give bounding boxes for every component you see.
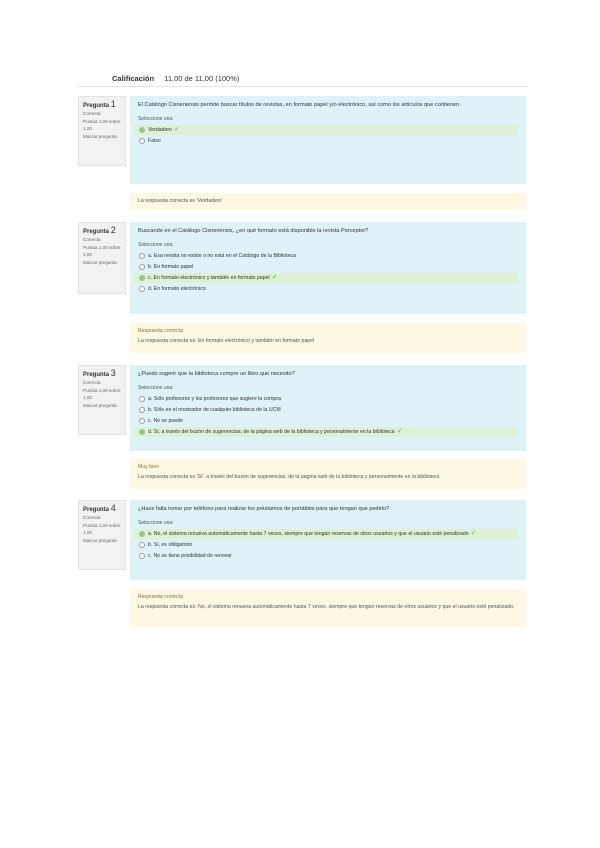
option-c[interactable]: c. No se puede [138, 416, 518, 426]
option-b[interactable]: b. Sólo en el mostrador de cualquier biblioteca de la UCM [138, 405, 518, 415]
radio-button[interactable] [139, 264, 145, 270]
question-status: Correcta [83, 237, 101, 243]
flag-question-link[interactable]: Marcar pregunta [83, 133, 117, 139]
flag-question-link[interactable]: Marcar pregunta [83, 402, 117, 408]
question-number: Pregunta 2 [83, 225, 116, 235]
question-info-2 [78, 222, 126, 294]
select-prompt: Seleccione una: [138, 116, 174, 122]
question-text: ¿Hace falta tomar por teléfono para realizar los préstamos de portátiles para que tengan que pedirlo? [138, 506, 390, 512]
radio-button[interactable] [139, 407, 145, 413]
question-number: Pregunta 3 [83, 368, 116, 378]
radio-button[interactable] [139, 127, 145, 133]
divider [78, 86, 528, 87]
grade-label: Calificación [112, 74, 155, 83]
radio-button[interactable] [139, 286, 145, 292]
question-score: Puntúa 1,00 sobre 1,00 [83, 387, 121, 401]
question-number: Pregunta 4 [83, 503, 116, 513]
radio-button[interactable] [139, 542, 145, 548]
check-icon: ✓ [396, 428, 403, 435]
feedback-title: Respuesta correcta [138, 328, 183, 334]
question-status: Correcta [83, 380, 101, 386]
option-d[interactable]: d. Sí, a través del buzón de sugerencias, de la página web de la biblioteca y personalmente en la biblioteca ✓ [134, 427, 518, 437]
question-info-3 [78, 365, 126, 435]
check-icon: ✓ [173, 126, 180, 133]
option-b[interactable]: b. En formato papel [138, 262, 518, 272]
question-box-4 [130, 500, 526, 580]
question-score: Puntúa 1,00 sobre 1,00 [83, 244, 121, 258]
option-b[interactable]: b. Sí, es obligatorio [138, 540, 518, 550]
question-text: ¿Puedo sugerir que la biblioteca compre un libro que necesito? [138, 371, 295, 377]
question-status: Correcta [83, 111, 101, 117]
feedback-text: La respuesta correcta es: No, el sistema renueva automáticamente hasta 7 veces, siempre que tengan reservas de otros usuarios y que el usuario esté penalizado. [138, 603, 515, 610]
grade-summary [112, 74, 239, 83]
select-prompt: Seleccione una: [138, 385, 174, 391]
question-box-1 [130, 96, 526, 184]
question-info-1 [78, 96, 126, 166]
flag-question-link[interactable]: Marcar pregunta [83, 537, 117, 543]
select-prompt: Seleccione una: [138, 242, 174, 248]
feedback-title: Respuesta correcta [138, 594, 183, 600]
radio-button[interactable] [139, 275, 145, 281]
option-d[interactable]: d. En formato electrónico [138, 284, 518, 294]
question-box-3 [130, 365, 526, 451]
radio-button[interactable] [139, 253, 145, 259]
option-true[interactable]: Verdadero ✓ [134, 125, 518, 135]
flag-question-link[interactable]: Marcar pregunta [83, 259, 117, 265]
option-a[interactable]: a. No, el sistema renueva automáticamente hasta 7 veces, siempre que tengan reservas de otros usuarios y que el usuario esté penalizado ✓ [134, 529, 518, 539]
option-a[interactable]: a. Sólo profesores y los profesores que sugiere la compra [138, 394, 518, 404]
radio-button[interactable] [139, 396, 145, 402]
option-false[interactable]: Falso [138, 136, 518, 146]
select-prompt: Seleccione una: [138, 520, 174, 526]
feedback-1 [130, 193, 526, 210]
question-box-2 [130, 222, 526, 314]
radio-button[interactable] [139, 138, 145, 144]
feedback-3 [130, 459, 526, 489]
feedback-2 [130, 323, 526, 353]
question-info-4 [78, 500, 126, 570]
feedback-text: La respuesta correcta es 'Sí', a través del buzón de sugerencias, de la página web de la biblioteca y personalmente en la biblioteca. [138, 473, 441, 480]
option-a[interactable]: a. Esa revista no existe o no está en el Catálogo de la Biblioteca [138, 251, 518, 261]
check-icon: ✓ [470, 530, 477, 537]
radio-button[interactable] [139, 531, 145, 537]
radio-button[interactable] [139, 553, 145, 559]
check-icon: ✓ [271, 274, 278, 281]
feedback-title: Muy bien [138, 464, 160, 470]
question-text: Buscando en el Catálogo Cisneriensis, ¿en qué formato está disponible la revista Perceptor? [138, 228, 369, 234]
option-c[interactable]: c. No se tiene posibilidad de renovar [138, 551, 518, 561]
radio-button[interactable] [139, 418, 145, 424]
radio-button[interactable] [139, 429, 145, 435]
feedback-4 [130, 589, 526, 627]
question-status: Correcta [83, 515, 101, 521]
question-score: Puntúa 1,00 sobre 1,00 [83, 522, 121, 536]
option-c[interactable]: c. En formato electrónico y también en formato papel ✓ [134, 273, 518, 283]
grade-value: 11,00 de 11,00 (100%) [164, 74, 240, 83]
question-text: El Catálogo Cisneriensis permite buscar títulos de revistas, en formato papel y/o electrónico, así como los artículos que contienen. [138, 102, 461, 108]
question-score: Puntúa 1,00 sobre 1,00 [83, 118, 121, 132]
feedback-text: La respuesta correcta es: En formato electrónico y también en formato papel [138, 337, 315, 344]
feedback-text: La respuesta correcta es 'Verdadero' [138, 198, 223, 204]
question-number: Pregunta 1 [83, 99, 116, 109]
